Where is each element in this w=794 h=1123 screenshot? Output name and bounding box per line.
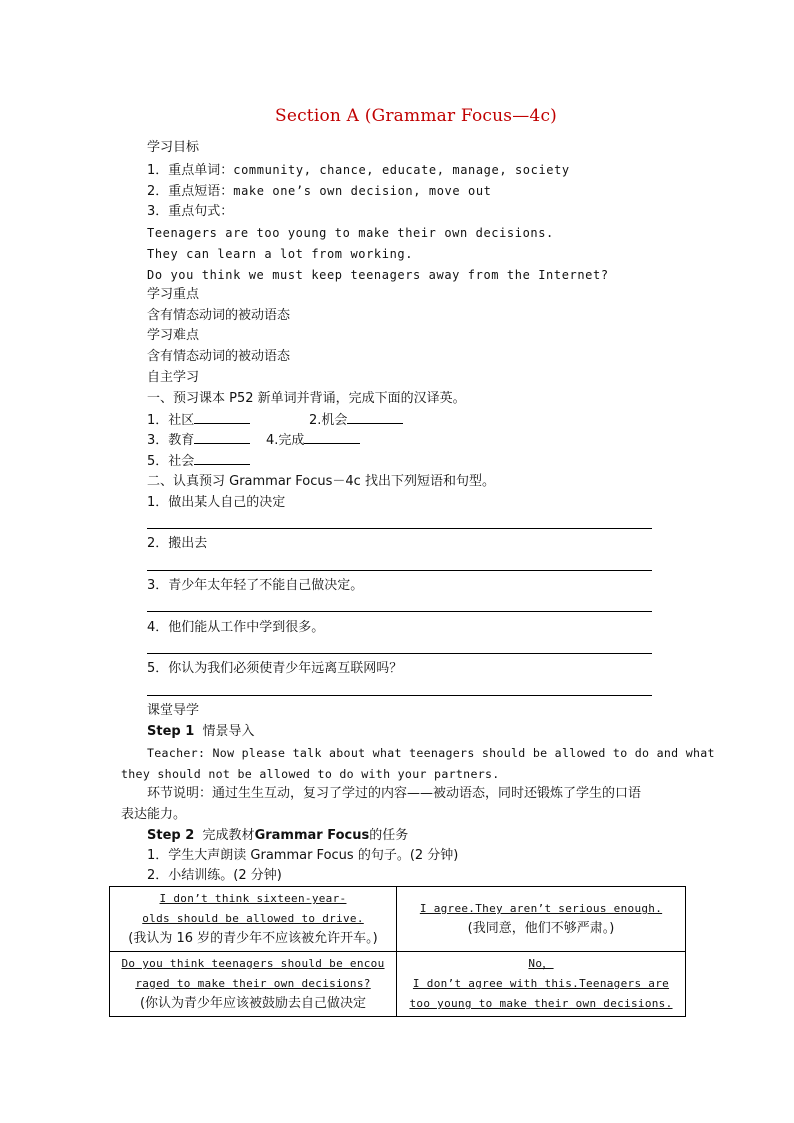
question-5: 5．你认为我们必须使青少年远离互联网吗？: [147, 661, 403, 676]
question-en-line-2: raged to make their own decisions?: [135, 977, 371, 990]
answer-cn: (我同意，他们不够严肃。): [467, 921, 615, 936]
table-cell: [397, 952, 686, 1017]
answer-line-2[interactable]: [147, 570, 652, 571]
key-vocab-label: 1．重点单词：: [147, 163, 234, 178]
item-label: 3．教育: [147, 433, 195, 448]
vocab-item-community: [147, 411, 250, 430]
answer-blank[interactable]: [194, 411, 250, 424]
class-guide-heading: 课堂导学: [147, 703, 200, 718]
table-cell: [397, 887, 686, 952]
note-line-2: 表达能力。: [121, 807, 187, 822]
self-study-heading: 自主学习: [147, 370, 200, 385]
step1-label: Step 1: [147, 724, 195, 739]
key-phrases-label: 2．重点短语：: [147, 184, 234, 199]
table-row: [110, 887, 686, 952]
answer-blank[interactable]: [304, 431, 360, 444]
note-line-1: 环节说明：通过生生互动，复习了学过的内容——被动语态，同时还锻炼了学生的口语: [147, 786, 642, 801]
key-phrases-line: [147, 182, 492, 201]
answer-line-1[interactable]: [147, 528, 652, 529]
vocab-item-society: [147, 452, 250, 471]
key-vocab-words: community, chance, educate, manage, society: [233, 163, 570, 177]
teacher-line-2: they should not be allowed to do with your partners.: [121, 767, 500, 781]
step2-title-post: 的任务: [369, 828, 409, 843]
key-point-heading: 学习重点: [147, 287, 200, 302]
answer-en-line-2: I don’t agree with this.Teenagers are: [412, 977, 670, 990]
question-en-line-2: olds should be allowed to drive.: [142, 912, 364, 925]
key-phrases-words: make one’s own decision, move out: [233, 184, 492, 198]
item-label: 5．社会: [147, 454, 195, 469]
key-sentence-2: They can learn a lot from working.: [147, 247, 414, 261]
answer-line-3[interactable]: [147, 611, 652, 612]
vocab-item-educate: [147, 431, 250, 450]
answer-en-line-1: No，: [528, 957, 554, 970]
grammar-table: [109, 886, 686, 1017]
vocab-item-manage: [266, 431, 360, 450]
key-vocab-line: [147, 161, 570, 180]
table-cell: [110, 952, 397, 1017]
section-title: Section A (Grammar Focus—4c): [274, 106, 557, 126]
key-point-text: 含有情态动词的被动语态: [147, 308, 291, 323]
item-label: 4.完成: [266, 433, 305, 448]
item-label: 2.机会: [309, 413, 348, 428]
question-2: 2．搬出去: [147, 536, 208, 551]
table-row: [110, 952, 686, 1017]
question-1: 1．做出某人自己的决定: [147, 495, 286, 510]
answer-blank[interactable]: [347, 411, 403, 424]
answer-en: I agree.They aren’t serious enough.: [419, 902, 663, 915]
difficulty-heading: 学习难点: [147, 328, 200, 343]
item-label: 1．社区: [147, 413, 195, 428]
step2-title-pre: 完成教材: [202, 828, 255, 843]
key-sentence-3: Do you think we must keep teenagers away from the Internet?: [147, 268, 609, 282]
answer-blank[interactable]: [194, 452, 250, 465]
task-1: 1．学生大声朗读 Grammar Focus 的句子。(2 分钟): [147, 848, 459, 863]
part2-instruction: 二、认真预习 Grammar Focus－4c 找出下列短语和句型。: [147, 474, 495, 489]
vocab-item-chance: [309, 411, 403, 430]
answer-line-4[interactable]: [147, 653, 652, 654]
key-sentence-1: Teenagers are too young to make their own decisions.: [147, 226, 554, 240]
key-sentences-label: 3．重点句式：: [147, 204, 234, 219]
difficulty-text: 含有情态动词的被动语态: [147, 349, 291, 364]
task-2: 2．小结训练。(2 分钟): [147, 868, 282, 883]
step2-heading: [147, 827, 408, 845]
question-cn: (你认为青少年应该被鼓励去自己做决定: [139, 996, 367, 1011]
answer-line-5[interactable]: [147, 695, 652, 696]
answer-blank[interactable]: [194, 431, 250, 444]
step1-heading: [147, 723, 255, 741]
step2-label: Step 2: [147, 828, 195, 843]
part1-instruction: 一、预习课本 P52 新单词并背诵，完成下面的汉译英。: [147, 391, 466, 406]
question-4: 4．他们能从工作中学到很多。: [147, 620, 325, 635]
answer-en-line-3: too young to make their own decisions.: [409, 997, 673, 1010]
objectives-heading: 学习目标: [147, 140, 200, 155]
table-cell: [110, 887, 397, 952]
question-cn: (我认为 16 岁的青少年不应该被允许开车。): [128, 931, 378, 946]
step1-title: 情景导入: [202, 724, 255, 739]
question-en-line-1: I don’t think sixteen-year-: [159, 892, 347, 905]
step2-title-bold: Grammar Focus: [254, 828, 370, 843]
question-en-line-1: Do you think teenagers should be encou: [121, 957, 385, 970]
question-3: 3．青少年太年轻了不能自己做决定。: [147, 578, 364, 593]
teacher-line-1: Teacher: Now please talk about what teenagers should be allowed to do and what: [147, 746, 715, 760]
